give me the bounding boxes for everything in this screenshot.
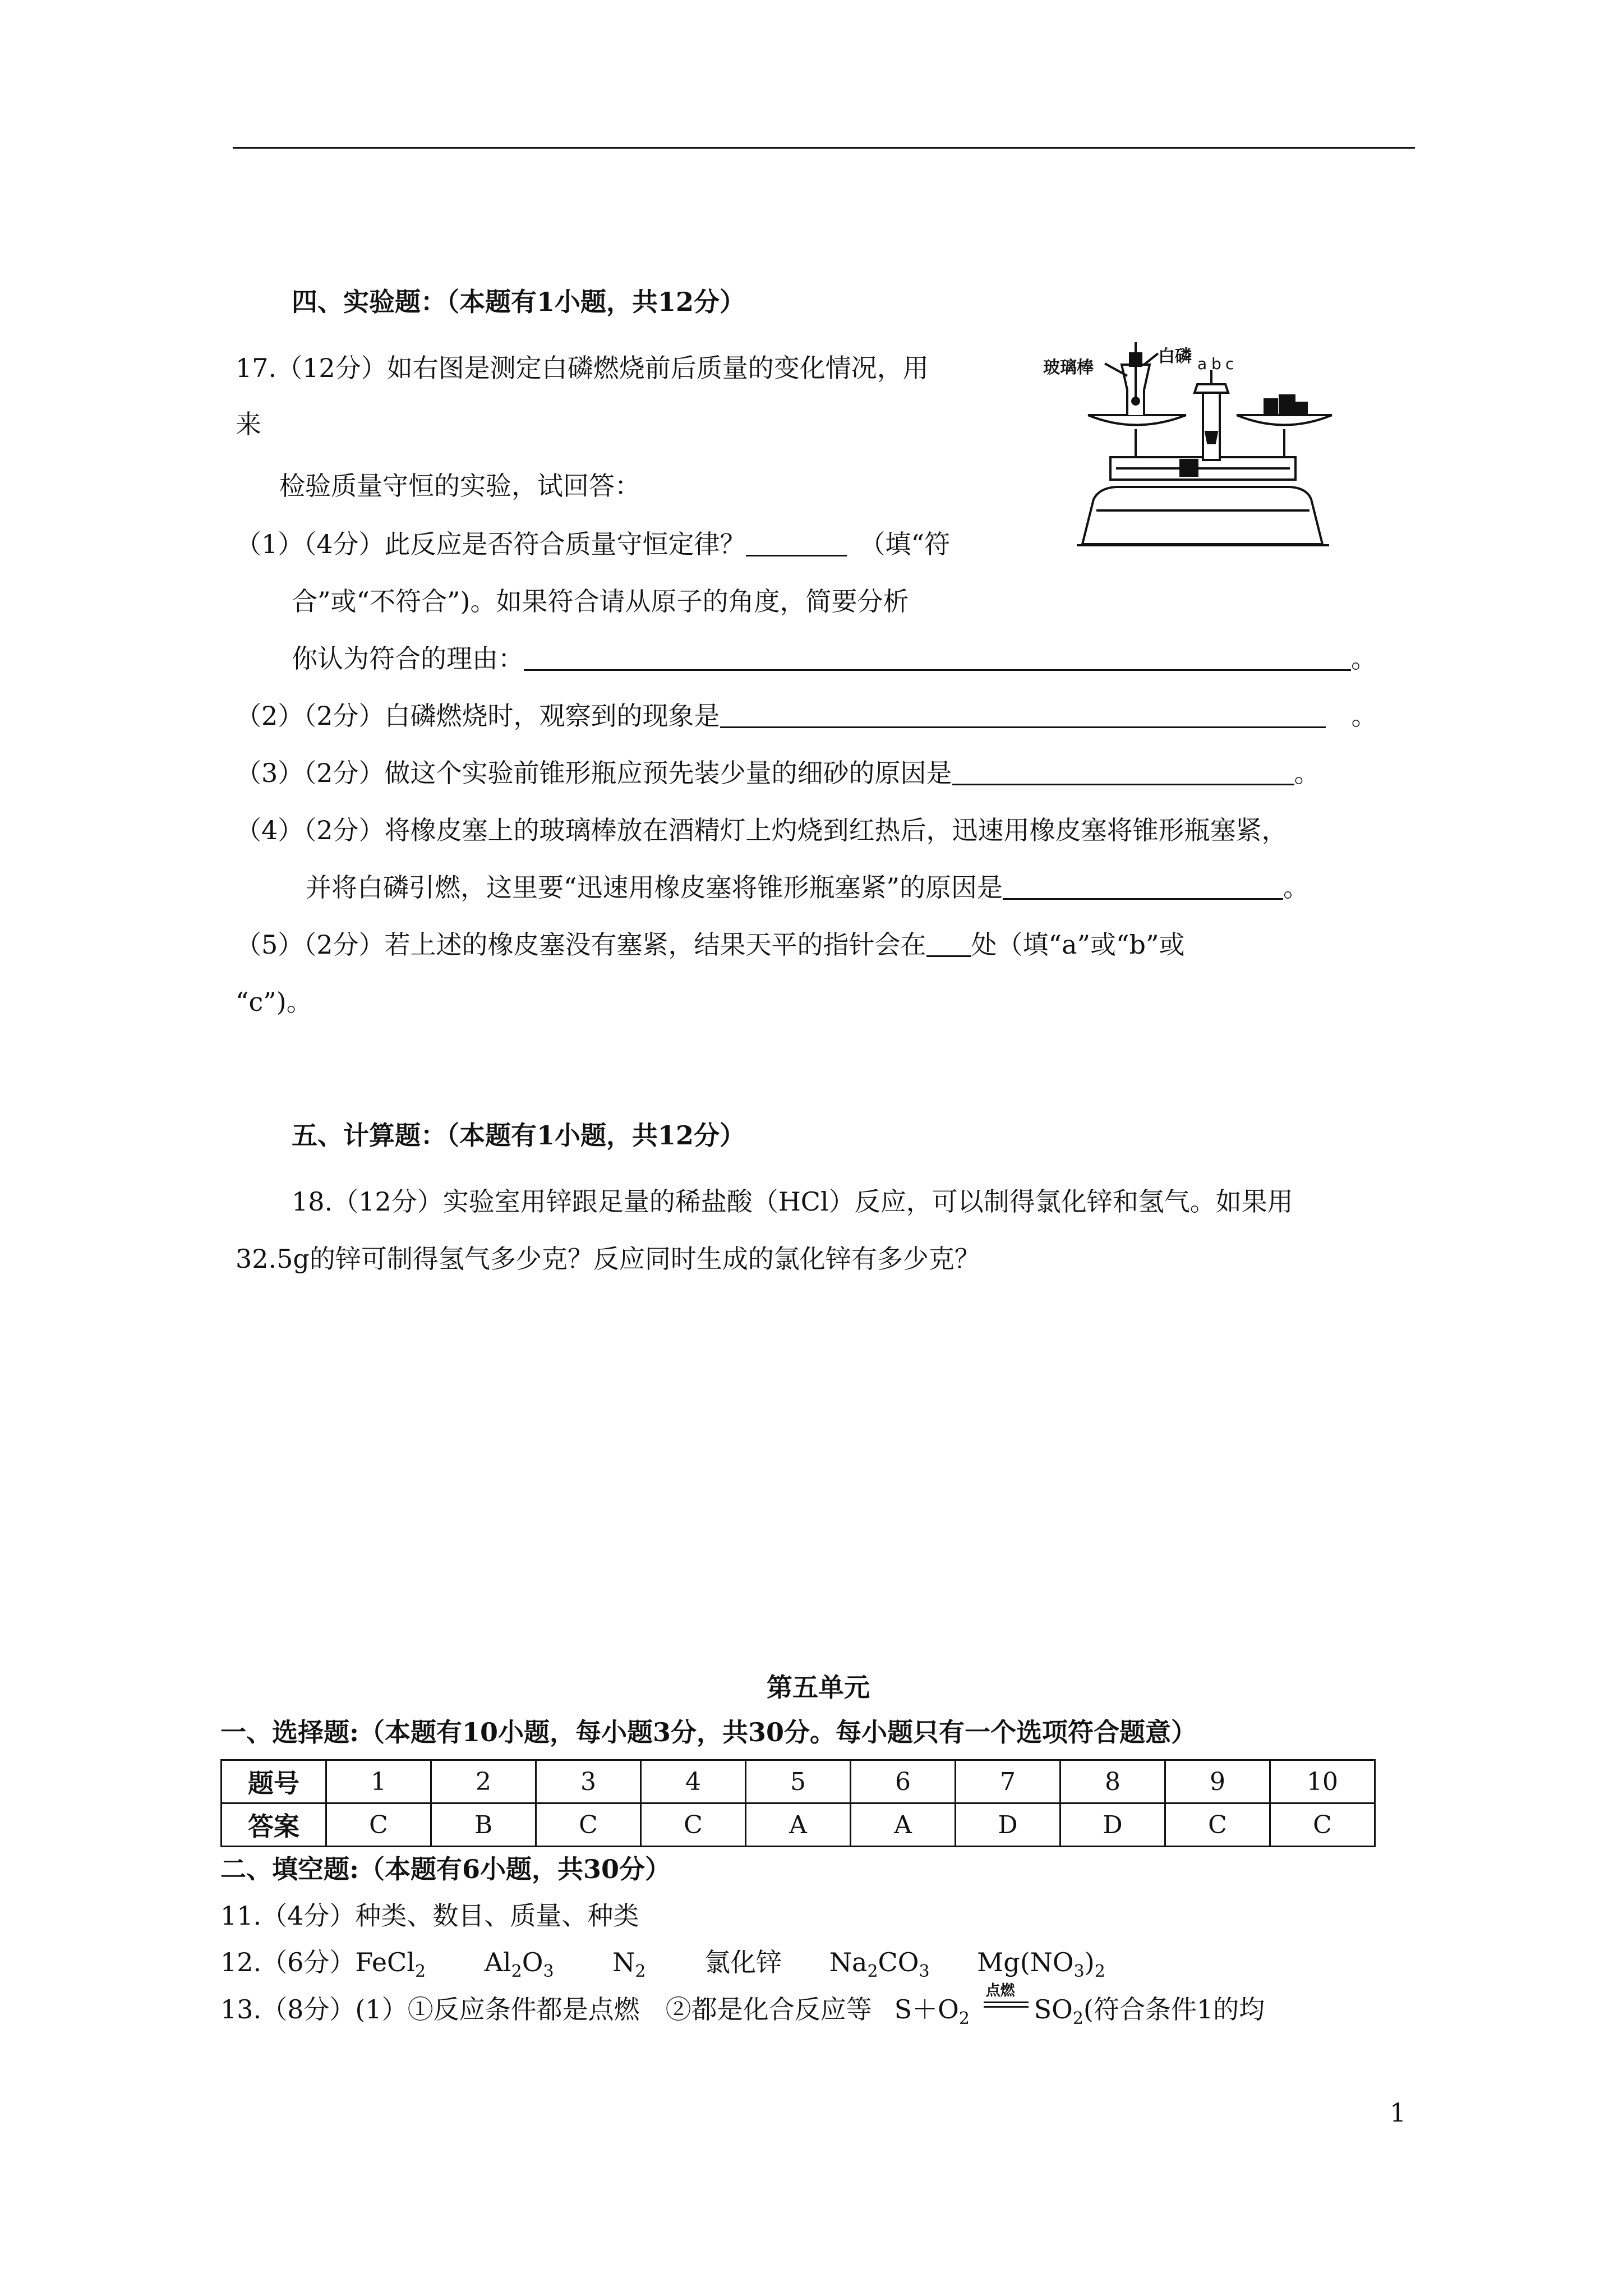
table-cell-number: 8	[1061, 1760, 1165, 1803]
q17-line2: 检验质量守恒的实验，试回答：	[279, 471, 640, 501]
reaction-arrow	[978, 1982, 1034, 2021]
answer-13-tail: (符合条件1的均	[1083, 1994, 1265, 2024]
formula-text: Mg(NO	[977, 1947, 1074, 1977]
answer-12	[220, 1945, 1105, 1979]
formula-sub: 2	[867, 1962, 878, 1981]
answer-12-prefix: 12.（6分）	[220, 1947, 356, 1977]
formula-sub: 2	[511, 1962, 522, 1981]
q17-part1-line1	[236, 527, 950, 561]
q17-part3-blank	[952, 759, 1294, 785]
table-cell-answer: C	[1165, 1803, 1270, 1847]
q17-part5-text-b: 处（填“a”或“b”或	[971, 930, 1185, 960]
q17-part1-line3	[292, 642, 1377, 675]
formula-text: N	[612, 1947, 635, 1977]
q17-part1-text-a: （1）（4分）此反应是否符合质量守恒定律？	[236, 529, 746, 559]
q18-line2: 32.5g的锌可制得氢气多少克？反应同时生成的氯化锌有多少克？	[236, 1244, 980, 1274]
q17-line1b: 来	[236, 409, 261, 439]
formula-sub: 2	[414, 1962, 426, 1981]
q17-part5-text-a: （5）（2分）若上述的橡皮塞没有塞紧，结果天平的指针会在	[236, 930, 926, 960]
answer-11: 11.（4分）种类、数目、质量、种类	[220, 1901, 639, 1931]
q17-part5-line2: “c”)。	[236, 987, 312, 1017]
formula-sub: 3	[1073, 1962, 1085, 1981]
formula-text: FeCl	[355, 1947, 415, 1977]
q17-part1-end: 。	[1351, 643, 1377, 674]
formula-text: )	[1084, 1947, 1095, 1977]
page-number: 1	[1390, 2097, 1407, 2128]
table-cell-number: 6	[851, 1760, 956, 1803]
q17-part3	[236, 756, 1320, 790]
q17-part4-blank	[1003, 873, 1283, 900]
q17-part5-line1	[236, 928, 1184, 961]
q17-part4-line2	[306, 871, 1309, 904]
equals-line-bottom	[984, 2006, 1029, 2008]
table-cell-number: 7	[956, 1760, 1061, 1803]
formula-sub: 2	[1094, 1962, 1105, 1981]
q17-line1: 17.（12分）如右图是测定白磷燃烧前后质量的变化情况，用	[236, 353, 929, 383]
section4-title: 四、实验题：（本题有1小题，共12分）	[292, 287, 746, 317]
table-cell-answer: B	[431, 1803, 536, 1847]
equation-right	[1034, 1994, 1083, 2028]
formula-sub: 2	[635, 1962, 646, 1981]
table-cell-number: 4	[641, 1760, 746, 1803]
formula-zinc-chloride: 氯化锌	[704, 1947, 782, 1977]
reaction-condition: 点燃	[985, 1982, 1015, 1999]
figure-label-a: a	[1197, 355, 1207, 373]
q17-part1-line3-text: 你认为符合的理由：	[292, 643, 524, 674]
figure-label-white-phosphorus: 白磷	[1158, 347, 1192, 366]
table-cell-answer: A	[746, 1803, 851, 1847]
formula-text: CO	[878, 1947, 919, 1977]
formula-text: O	[522, 1947, 543, 1977]
q17-part3-end: 。	[1294, 758, 1320, 788]
q17-part4-line1: （4）（2分）将橡皮塞上的玻璃棒放在酒精灯上灼烧到红热后，迅速用橡皮塞将锥形瓶塞紧，	[236, 815, 1288, 845]
formula-n2	[612, 1947, 646, 1981]
formula-na2co3	[829, 1947, 930, 1981]
table-cell-answer: C	[536, 1803, 641, 1847]
table-header-number: 题号	[222, 1760, 326, 1803]
table-row-numbers	[222, 1760, 1375, 1803]
formula-sub: 3	[919, 1962, 930, 1981]
table-cell-number: 10	[1270, 1760, 1375, 1803]
table-cell-answer: C	[1270, 1803, 1375, 1847]
q17-part2	[236, 699, 1377, 733]
answer-table	[220, 1759, 1376, 1847]
q17-part4-end: 。	[1283, 872, 1310, 903]
formula-sub: 2	[1072, 2009, 1083, 2028]
table-header-answer: 答案	[222, 1803, 326, 1847]
q18-line1: 18.（12分）实验室用锌跟足量的稀盐酸（HCl）反应，可以制得氯化锌和氢气。如果用	[292, 1186, 1293, 1217]
formula-text: SO	[1034, 1994, 1073, 2024]
q17-part1-blank2	[524, 645, 1351, 671]
unit-title: 第五单元	[767, 1672, 870, 1703]
q17-part1-line2: 合”或“不符合”)。如果符合请从原子的角度，简要分析	[292, 586, 909, 616]
q17-part1-text-b: （填“符	[872, 529, 951, 559]
table-cell-number: 1	[326, 1760, 431, 1803]
q17-part2-end: 。	[1351, 701, 1377, 731]
table-row-answers	[222, 1803, 1375, 1847]
choice-section-title: 一、选择题:（本题有10小题，每小题3分，共30分。每小题只有一个选项符合题意）	[220, 1717, 1197, 1747]
formula-fecl2	[355, 1947, 426, 1981]
q17-part2-text: （2）（2分）白磷燃烧时，观察到的现象是	[236, 701, 720, 731]
answer-13-prefix: 13.（8分）(1）①反应条件都是点燃 ②都是化合反应等	[220, 1994, 872, 2024]
figure-label-glass-rod: 玻璃棒	[1043, 358, 1094, 378]
q17-part5-blank	[926, 931, 971, 957]
fill-section-title: 二、填空题:（本题有6小题，共30分）	[220, 1854, 671, 1884]
formula-mgno32	[977, 1947, 1105, 1981]
table-cell-number: 9	[1165, 1760, 1270, 1803]
figure-label-c: c	[1225, 355, 1234, 373]
q17-part2-blank	[720, 702, 1326, 728]
figure-label-b: b	[1211, 355, 1221, 373]
header-rule	[233, 147, 1415, 149]
formula-al2o3	[484, 1947, 554, 1981]
formula-text: Al	[484, 1947, 511, 1977]
formula-text: Na	[829, 1947, 868, 1977]
q17-part3-text: （3）（2分）做这个实验前锥形瓶应预先装少量的细砂的原因是	[236, 758, 952, 788]
formula-text: S＋O	[894, 1994, 959, 2024]
q17-part1-blank1	[746, 530, 847, 556]
table-cell-answer: C	[326, 1803, 431, 1847]
q17-part4-text: 并将白磷引燃，这里要“迅速用橡皮塞将锥形瓶塞紧”的原因是	[306, 872, 1003, 903]
table-cell-answer: A	[851, 1803, 956, 1847]
table-cell-answer: D	[956, 1803, 1061, 1847]
answer-13	[220, 1982, 1265, 2028]
table-cell-answer: C	[641, 1803, 746, 1847]
table-cell-number: 5	[746, 1760, 851, 1803]
balance-figure	[1043, 331, 1363, 555]
table-cell-answer: D	[1061, 1803, 1165, 1847]
table-cell-number: 3	[536, 1760, 641, 1803]
equals-line-top	[984, 2001, 1029, 2003]
equation-left	[894, 1994, 970, 2028]
section5-title: 五、计算题：（本题有1小题，共12分）	[292, 1120, 746, 1151]
table-cell-number: 2	[431, 1760, 536, 1803]
formula-sub: 2	[958, 2009, 970, 2028]
formula-sub: 3	[543, 1962, 554, 1981]
